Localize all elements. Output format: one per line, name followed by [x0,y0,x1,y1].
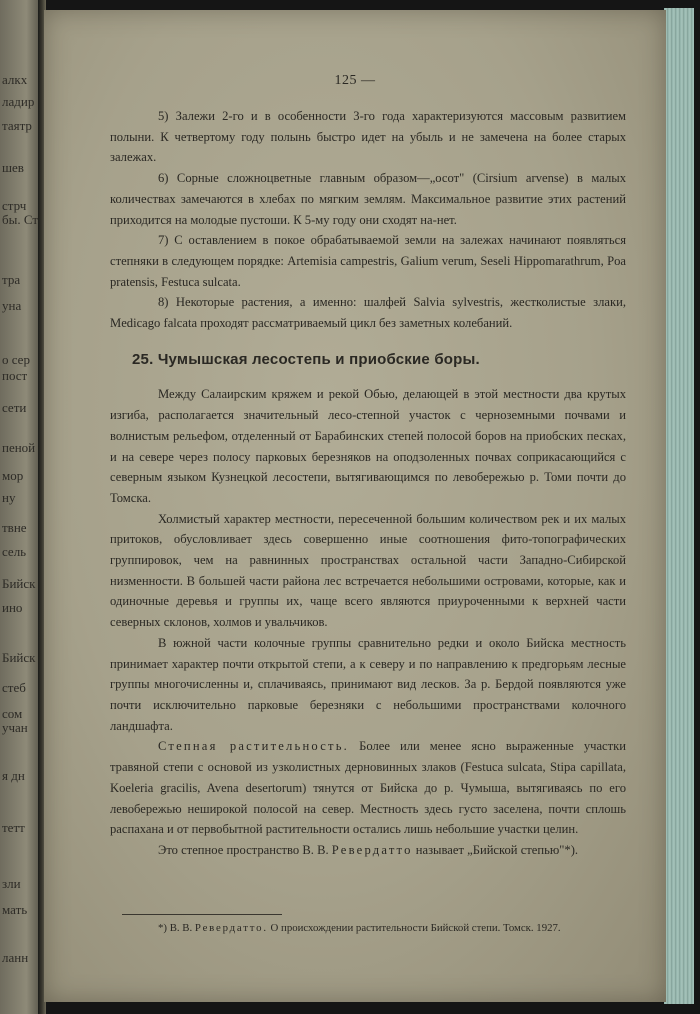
page-body [110,106,626,861]
left-page-fragment: мать [2,902,28,917]
section-paragraph-2: Холмистый характер местности, пересеченной большим количеством рек и их малых притоков, обусловливает здесь совершенно иные соотношения фито-топографических группировок, чем на равнинных пространствах остальной части Западно-Сибирской низменности. В большей части района лес встречается небольшими островами, которые, как и одиночные деревья и группы их, чаще всего являются приуроченными к верхней части северных склонов, холмов и увальчиков. [110,511,626,630]
left-page-fragment: твне [2,520,27,535]
page-edge-stack [664,8,694,1004]
section-heading: 25. Чумышская лесостепь и приобские боры. [132,350,480,368]
closing-paragraph-before: Это степное пространство В. В. [158,842,332,857]
left-page-fragment: зли [2,876,21,891]
left-page-fragment: бы. Ст [2,212,39,227]
left-page-fragment: сети [2,400,27,415]
left-page-fragment: ну [2,490,16,505]
left-page-fragment: сом [2,706,23,721]
footnote-after: О происхождении растительности Бийской степи. Томск. 1927. [267,922,561,934]
left-page-fragment: ино [2,600,23,615]
left-page-fragment: пост [2,368,28,383]
left-page-fragment: ладир [2,94,35,109]
left-page-fragment: Бийск [2,576,36,591]
paragraph-item-8: 8) Некоторые растения, а именно: шалфей Salvia sylvestris, жестколистые злаки, Medicago falcata проходят рассматриваемый цикл без заметных колебаний. [110,295,626,331]
footnote [110,920,626,937]
left-page-fragment: сель [2,544,27,559]
left-page-fragment: шев [2,160,24,175]
closing-paragraph-author: Ревердатто [331,842,413,857]
steppe-vegetation-paragraph [110,736,626,840]
left-page-fragment: я дн [2,768,25,783]
paragraph-item-5: 5) Залежи 2-го и в особенности 3-го года характеризуются массовым развитием полыни. К четвертому году полынь быстро идет на убыль и не замечена на более старых залежах. [110,109,626,165]
left-page-fragment: учан [2,720,28,735]
section-paragraph-3: В южной части колочные группы сравнительно редки и около Бийска местность принимает характер почти открытой степи, а к северу и по направлению к предгорьям лесные группы многочисленны и, сплачиваясь, принимают вид лесков. За р. Бердой появляются уже почти исключительно парковые березняки с небольшими пространствами колочного ландшафта. [110,635,626,733]
left-page-fragment: таятр [2,118,32,133]
left-page-fragment: уна [2,298,22,313]
closing-paragraph [110,840,626,861]
left-page-fragment: мор [2,468,24,483]
steppe-vegetation-lead: Степная растительность. [158,739,350,754]
left-page-fragment: пеной [2,440,36,455]
footnote-author: Ревердатто. [194,922,268,934]
left-page-fragment: ланн [2,950,29,965]
left-page-fragment: алкх [2,72,28,87]
left-page-fragment: стеб [2,680,26,695]
left-page-fragment: тра [2,272,21,287]
paragraph-item-6: 6) Сорные сложноцветные главным образом—„осот" (Cirsium arvense) в малых количествах замечаются в хлебах по мягким землям. Максимальное развитие этих растений приходится на молодые пустоши. К 5-му году они сходят на-нет. [110,171,626,227]
book-page [44,10,666,1002]
left-page-fragment: стрч [2,198,27,213]
footnote-before: *) В. В. [158,922,195,934]
section-paragraph-1: Между Салаирским кряжем и рекой Обью, делающей в этой местности два крутых изгиба, располагается значительный лесо-степной участок с черноземными почвами и волнистым рельефом, отделенный от Барабинских степей полосой боров на приобских песках, и на севере через полосу парковых березняков на оподзоленных почвах соприкасающийся с северным языком Кузнецкой лесостепи, вытягивающимся по левобережью р. Томи почти до Томска. [110,387,626,505]
steppe-vegetation-text: Более или менее ясно выраженные участки травяной степи с основой из узколистных дерновинных злаков (Festuca sulcata, Stipa capillata, Koeleria gracilis, Avena desertorum) тянутся от Бийска до р. Чумыша, вытягиваясь по его левобережью неширокой полосой на север. Местность здесь густо заселена, почти сплошь распахана и от первобытной растительности остались лишь небольшие участки целин. [110,739,626,837]
left-page-fragment: тетт [2,820,25,835]
paragraph-item-7: 7) С оставлением в покое обрабатываемой земли на залежах начинают появляться степняки в следующем порядке: Artemisia campestris, Galium verum, Seseli Hippomarathrum, Poa pratensis, Festuca sulcata. [110,233,626,289]
left-page-fragment: Бийск [2,650,36,665]
footnote-divider [122,914,282,915]
page-number: 125 — [334,73,376,88]
left-page-fragment: о сер [2,352,30,367]
closing-paragraph-after: называет „Бийской степью"*). [412,842,579,857]
